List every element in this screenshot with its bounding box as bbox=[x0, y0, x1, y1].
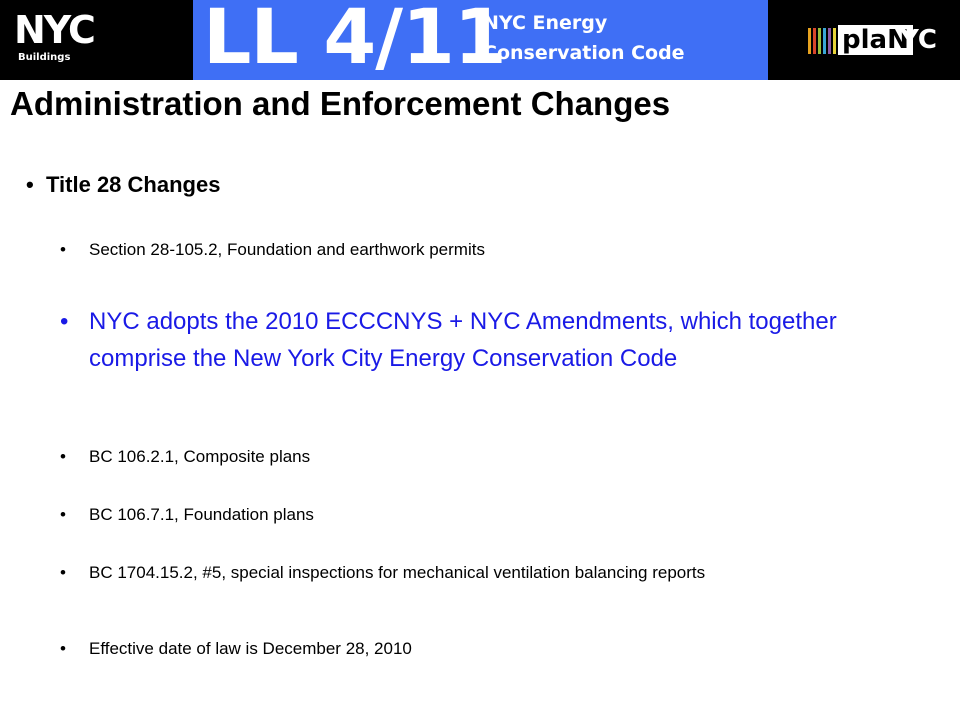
plan-logo-bar bbox=[828, 28, 831, 54]
list-item-text: BC 106.7.1, Foundation plans bbox=[89, 505, 314, 524]
law-title-panel bbox=[193, 0, 768, 80]
bullet-icon: • bbox=[60, 308, 69, 335]
plan-logo-bar bbox=[833, 28, 836, 54]
list-item-text: BC 106.2.1, Composite plans bbox=[89, 447, 311, 466]
plan-logo-bar bbox=[808, 28, 811, 54]
plan-logo-color-bars bbox=[808, 28, 836, 54]
law-subtitle-line2: Conservation Code bbox=[483, 42, 685, 64]
list-item-text: Effective date of law is December 28, 2010 bbox=[89, 639, 412, 658]
nyc-buildings-logo bbox=[14, 8, 122, 66]
bullet-icon: • bbox=[60, 505, 66, 524]
list-item-text: Section 28-105.2, Foundation and earthwork permits bbox=[89, 240, 485, 259]
nyc-logo-subtitle: Buildings bbox=[18, 52, 71, 63]
law-subtitle bbox=[483, 8, 685, 68]
plan-nyc-logo bbox=[808, 24, 948, 58]
bullet-icon: • bbox=[26, 172, 34, 197]
law-subtitle-line1: NYC Energy bbox=[483, 12, 608, 34]
plan-logo-bar bbox=[813, 28, 816, 54]
slide-title: Administration and Enforcement Changes bbox=[10, 85, 671, 122]
plan-logo-bar bbox=[818, 28, 821, 54]
plan-logo-nyc-word: YC bbox=[900, 25, 937, 55]
header-bar bbox=[0, 0, 960, 80]
law-title: LL 4/11 bbox=[203, 0, 506, 81]
plan-logo-bar bbox=[823, 28, 826, 54]
bullet-icon: • bbox=[60, 240, 66, 259]
list-item-text: BC 1704.15.2, #5, special inspections for mechanical ventilation balancing reports bbox=[89, 563, 706, 582]
nyc-logo-word: NYC bbox=[14, 8, 94, 52]
bullet-icon: • bbox=[60, 639, 66, 658]
list-item-text: NYC adopts the 2010 ECCCNYS + NYC Amendments, which together comprise the New York City Energy Conservation Code bbox=[89, 308, 837, 372]
plan-logo-plan-word: plaN bbox=[838, 25, 913, 55]
level1-bullet-text: Title 28 Changes bbox=[46, 172, 221, 197]
bullet-icon: • bbox=[60, 447, 66, 466]
bullet-icon: • bbox=[60, 563, 66, 582]
